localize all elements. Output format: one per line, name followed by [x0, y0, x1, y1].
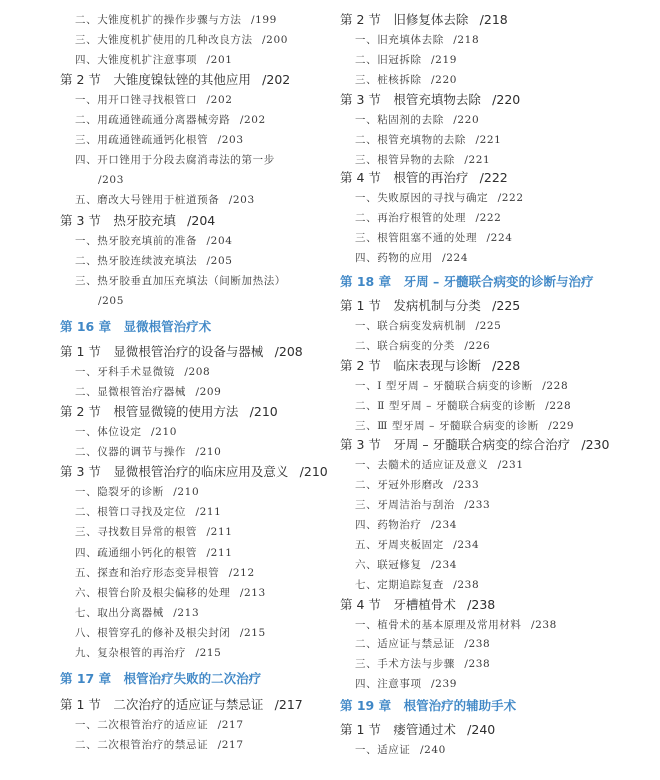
toc-item[interactable] [75, 30, 288, 50]
page-number: /199 [250, 14, 277, 26]
entry-title: 二、根管口寻找及定位 [75, 506, 186, 518]
entry-title: 二、联合病变的分类 [355, 340, 455, 352]
toc-item[interactable] [355, 654, 490, 674]
entry-title: 第 2 节 根管显微镜的使用方法 [60, 404, 239, 419]
toc-item[interactable] [75, 482, 199, 502]
entry-title: 第 19 章 根管治疗的辅助手术 [340, 698, 517, 713]
entry-title: 第 1 节 二次治疗的适应证与禁忌证 [60, 697, 264, 712]
toc-item[interactable] [355, 188, 524, 208]
entry-title: 三、寻找数目异常的根管 [75, 526, 198, 538]
entry-title: 第 2 节 临床表现与诊断 [340, 358, 481, 373]
entry-title: 一、二次根管治疗的适应证 [75, 719, 209, 731]
entry-title: 第 3 节 显微根管治疗的临床应用及意义 [60, 464, 289, 479]
entry-title: 二、再治疗根管的处理 [355, 212, 466, 224]
section-heading[interactable] [340, 90, 520, 110]
page-number: /229 [548, 420, 575, 432]
entry-title: 第 1 节 瘘管通过术 [340, 722, 456, 737]
toc-item[interactable] [355, 248, 468, 268]
page-number: /230 [581, 437, 610, 452]
entry-title: 一、联合病变发病机制 [355, 320, 466, 332]
page-number: /228 [542, 380, 569, 392]
section-heading[interactable] [60, 342, 303, 362]
page-number: /238 [453, 579, 480, 591]
toc-item[interactable] [355, 208, 501, 228]
entry-title: 二、显微根管治疗器械 [75, 386, 186, 398]
page-number: /204 [187, 213, 216, 228]
toc-item[interactable] [75, 362, 210, 382]
entry-title: 一、Ⅰ 型牙周 – 牙髓联合病变的诊断 [355, 380, 533, 392]
page-number: /238 [464, 638, 491, 650]
toc-item[interactable] [75, 50, 233, 70]
page-number: /234 [453, 539, 480, 551]
entry-title: 三、Ⅲ 型牙周 – 牙髓联合病变的诊断 [355, 420, 539, 432]
toc-item[interactable] [355, 416, 574, 436]
toc-item[interactable] [75, 442, 221, 462]
page-number: /201 [206, 54, 233, 66]
entry-title: 一、植骨术的基本原理及常用材料 [355, 619, 522, 631]
entry-title: 第 17 章 根管治疗失败的二次治疗 [60, 671, 262, 686]
entry-title: 四、药物治疗 [355, 519, 422, 531]
toc-item[interactable] [355, 228, 513, 248]
page-number: /217 [274, 697, 303, 712]
toc-item[interactable] [355, 740, 446, 760]
page-number: /210 [195, 446, 222, 458]
toc-item[interactable] [75, 735, 244, 755]
entry-title: 一、失败原因的寻找与确定 [355, 192, 489, 204]
section-heading[interactable] [60, 402, 278, 422]
page-number: /200 [262, 34, 289, 46]
entry-title: 三、用疏通锉疏通钙化根管 [75, 134, 209, 146]
page-number: /203 [217, 134, 244, 146]
page-number: /224 [486, 232, 513, 244]
page-number: /221 [475, 134, 502, 146]
chapter-heading [60, 669, 261, 689]
page-number: /238 [467, 597, 496, 612]
page-number: /208 [274, 344, 303, 359]
entry-title: 第 3 节 根管充填物去除 [340, 92, 481, 107]
entry-title: 一、隐裂牙的诊断 [75, 486, 164, 498]
entry-title: 九、复杂根管的再治疗 [75, 647, 186, 659]
section-heading[interactable] [340, 168, 508, 188]
entry-title: 四、注意事项 [355, 678, 422, 690]
toc-item[interactable] [355, 495, 490, 515]
entry-title: 第 1 节 显微根管治疗的设备与器械 [60, 344, 264, 359]
page-number: /228 [492, 358, 521, 373]
section-heading[interactable] [60, 211, 215, 231]
entry-title: 第 3 节 热牙胶充填 [60, 213, 176, 228]
page-number: /211 [195, 506, 222, 518]
toc-item[interactable] [355, 634, 490, 654]
page-number: /220 [453, 114, 480, 126]
section-heading[interactable] [340, 356, 520, 376]
page-number: /205 [98, 295, 124, 307]
page-number: /225 [492, 298, 521, 313]
entry-title: 二、热牙胶连续波充填法 [75, 255, 198, 267]
toc-item[interactable] [75, 231, 233, 251]
entry-title: 八、根管穿孔的修补及根尖封闭 [75, 627, 231, 639]
toc-item[interactable] [75, 150, 275, 170]
page-number: /213 [239, 587, 266, 599]
toc-item[interactable] [75, 583, 266, 603]
page-number: /215 [195, 647, 222, 659]
toc-item[interactable] [355, 50, 457, 70]
page-number: /204 [206, 235, 233, 247]
entry-title: 六、根管台阶及根尖偏移的处理 [75, 587, 231, 599]
toc-item[interactable] [75, 563, 255, 583]
entry-title: 第 4 节 牙槽植骨术 [340, 597, 456, 612]
page-number: /228 [545, 400, 572, 412]
page-number: /202 [206, 94, 233, 106]
toc-item-continuation[interactable] [98, 170, 124, 190]
section-heading[interactable] [60, 695, 303, 715]
page-number: /217 [217, 739, 244, 751]
toc-item[interactable] [75, 251, 233, 271]
entry-title: 四、开口锉用于分段去腐消毒法的第一步 [75, 154, 275, 166]
entry-title: 一、用开口锉寻找根管口 [75, 94, 198, 106]
page-number: /233 [453, 479, 480, 491]
chapter-heading [60, 317, 211, 337]
entry-title: 七、定期追踪复查 [355, 579, 444, 591]
page-number: /218 [479, 12, 508, 27]
toc-item[interactable] [355, 515, 457, 535]
page-number: /210 [299, 464, 328, 479]
entry-title: 二、旧冠拆除 [355, 54, 422, 66]
toc-item[interactable] [75, 110, 266, 130]
toc-item[interactable] [355, 475, 479, 495]
toc-item[interactable] [75, 130, 244, 150]
entry-title: 三、手术方法与步骤 [355, 658, 455, 670]
page-number: /220 [492, 92, 521, 107]
entry-title: 一、牙科手术显微镜 [75, 366, 175, 378]
entry-title: 三、根管阻塞不通的处理 [355, 232, 478, 244]
toc-item[interactable] [75, 502, 221, 522]
toc-item[interactable] [355, 674, 457, 694]
section-heading[interactable] [340, 296, 520, 316]
toc-item[interactable] [75, 715, 244, 735]
entry-title: 六、联冠修复 [355, 559, 422, 571]
toc-item[interactable] [75, 522, 233, 542]
entry-title: 三、牙周洁治与刮治 [355, 499, 455, 511]
entry-title: 一、适应证 [355, 744, 411, 756]
page-number: /210 [173, 486, 200, 498]
toc-item[interactable] [355, 316, 501, 336]
page-number: /211 [206, 547, 233, 559]
entry-title: 二、根管充填物的去除 [355, 134, 466, 146]
page-number: /222 [475, 212, 502, 224]
page-number: /233 [464, 499, 491, 511]
entry-title: 第 2 节 大锥度镍钛锉的其他应用 [60, 72, 251, 87]
page-number: /208 [184, 366, 211, 378]
toc-item[interactable] [75, 190, 255, 210]
page-number: /234 [431, 519, 458, 531]
toc-item[interactable] [355, 130, 501, 150]
page-number: /225 [475, 320, 502, 332]
entry-title: 五、磨改大号锉用于桩道预备 [75, 194, 220, 206]
entry-title: 五、牙周夹板固定 [355, 539, 444, 551]
toc-item[interactable] [75, 382, 221, 402]
section-heading[interactable] [340, 435, 609, 455]
page-number: /220 [431, 74, 458, 86]
toc-item[interactable] [355, 70, 457, 90]
entry-title: 一、粘固剂的去除 [355, 114, 444, 126]
entry-title: 二、适应证与禁忌证 [355, 638, 455, 650]
chapter-heading [340, 272, 594, 292]
entry-title: 二、仪器的调节与操作 [75, 446, 186, 458]
page-number: /224 [442, 252, 469, 264]
page-number: /219 [431, 54, 458, 66]
entry-title: 三、根管异物的去除 [355, 154, 455, 166]
toc-item[interactable] [355, 376, 568, 396]
toc-item[interactable] [75, 10, 277, 30]
entry-title: 第 1 节 发病机制与分类 [340, 298, 481, 313]
entry-title: 四、药物的应用 [355, 252, 433, 264]
toc-item[interactable] [355, 110, 479, 130]
page-number: /222 [497, 192, 524, 204]
page-number: /211 [206, 526, 233, 538]
toc-item[interactable] [355, 555, 457, 575]
page-number: /210 [249, 404, 278, 419]
entry-title: 第 4 节 根管的再治疗 [340, 170, 469, 185]
page-number: /213 [173, 607, 200, 619]
page-number: /209 [195, 386, 222, 398]
entry-title: 三、大锥度机扩使用的几种改良方法 [75, 34, 253, 46]
toc-item[interactable] [355, 575, 479, 595]
toc-item[interactable] [75, 603, 199, 623]
toc-item[interactable] [355, 336, 490, 356]
page-number: /210 [151, 426, 178, 438]
entry-title: 第 2 节 旧修复体去除 [340, 12, 469, 27]
entry-title: 四、大锥度机扩注意事项 [75, 54, 198, 66]
entry-title: 一、热牙胶充填前的准备 [75, 235, 198, 247]
section-heading[interactable] [340, 10, 508, 30]
page-number: /239 [431, 678, 458, 690]
page-number: /205 [206, 255, 233, 267]
page-number: /231 [497, 459, 524, 471]
toc-item[interactable] [75, 623, 266, 643]
page-number: /217 [217, 719, 244, 731]
toc-item[interactable] [355, 615, 557, 635]
entry-title: 二、牙冠外形磨改 [355, 479, 444, 491]
entry-title: 五、探查和治疗形态变异根管 [75, 567, 220, 579]
entry-title: 二、用疏通锉疏通分离器械旁路 [75, 114, 231, 126]
toc-item[interactable] [75, 422, 177, 442]
toc-item[interactable] [75, 643, 221, 663]
toc-item[interactable] [355, 535, 479, 555]
toc-item[interactable] [75, 90, 233, 110]
page-number: /238 [464, 658, 491, 670]
page-number: /215 [239, 627, 266, 639]
entry-title: 七、取出分离器械 [75, 607, 164, 619]
entry-title: 第 18 章 牙周 – 牙髓联合病变的诊断与治疗 [340, 274, 594, 289]
entry-title: 第 16 章 显微根管治疗术 [60, 319, 212, 334]
section-heading[interactable] [60, 462, 328, 482]
page-number: /212 [228, 567, 255, 579]
toc-item[interactable] [75, 271, 286, 291]
section-heading[interactable] [340, 595, 495, 615]
chapter-heading [340, 696, 516, 716]
entry-title: 二、Ⅱ 型牙周 – 牙髓联合病变的诊断 [355, 400, 536, 412]
section-heading[interactable] [340, 720, 495, 740]
toc-item-continuation[interactable] [98, 291, 124, 311]
entry-title: 第 3 节 牙周 – 牙髓联合病变的综合治疗 [340, 437, 571, 452]
toc-item[interactable] [355, 455, 524, 475]
entry-title: 三、热牙胶垂直加压充填法（间断加热法） [75, 275, 286, 287]
entry-title: 一、体位设定 [75, 426, 142, 438]
page-number: /234 [431, 559, 458, 571]
toc-item[interactable] [355, 150, 490, 170]
page-number: /202 [239, 114, 266, 126]
toc-item[interactable] [355, 396, 571, 416]
toc-item[interactable] [355, 30, 479, 50]
page-number: /222 [479, 170, 508, 185]
toc-item[interactable] [75, 543, 233, 563]
entry-title: 二、大锥度机扩的操作步骤与方法 [75, 14, 242, 26]
page-number: /240 [467, 722, 496, 737]
page-number: /203 [98, 174, 124, 186]
page-number: /203 [228, 194, 255, 206]
page-number: /218 [453, 34, 480, 46]
page-number: /221 [464, 154, 491, 166]
entry-title: 二、二次根管治疗的禁忌证 [75, 739, 209, 751]
section-heading[interactable] [60, 70, 290, 90]
entry-title: 一、旧充填体去除 [355, 34, 444, 46]
entry-title: 一、去髓术的适应证及意义 [355, 459, 489, 471]
page-number: /202 [262, 72, 291, 87]
page-number: /240 [419, 744, 446, 756]
entry-title: 三、桩核拆除 [355, 74, 422, 86]
entry-title: 四、疏通细小钙化的根管 [75, 547, 198, 559]
page-number: /226 [464, 340, 491, 352]
page-number: /238 [530, 619, 557, 631]
